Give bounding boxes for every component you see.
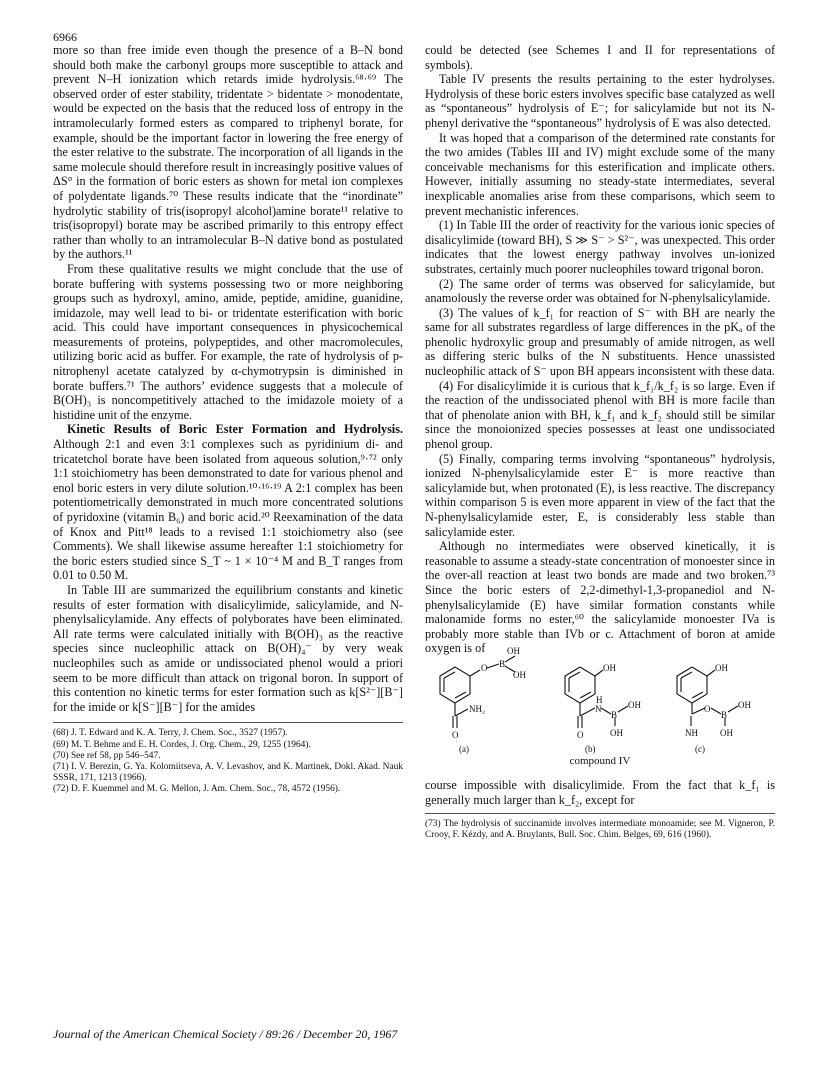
fig-label-c-nh: NH (685, 727, 698, 738)
fig-label-b-h: H (596, 694, 603, 705)
fig-label-b-b: B (611, 709, 618, 720)
section-heading: Kinetic Results of Boric Ester Formation and Hydrolysis. (67, 422, 403, 437)
fig-label-a-o2: O (452, 729, 459, 740)
paragraph: course impossible with disalicylimide. From the fact that k_f₁ is generally much larger than k_f₂, except for (425, 777, 775, 807)
fig-label-a-oh1: OH (507, 645, 520, 656)
fig-label-a-o: O (481, 662, 488, 673)
paragraph: (1) In Table III the order of reactivity for the various ionic species of disalicylimide (toward BH), S ≫ S⁻ > S²⁻, was unexpected. This order indicates that the lowest energy pathway involves un-ionized substrates, certainly much poorer nucleophiles toward trigonal boron. (425, 218, 775, 276)
paragraph: From these qualitative results we might conclude that the use of borate buffering with systems possessing two or more neighboring groups such as hydroxyl, amino, amide, peptide, amidine, guanidine, imidazole, may well lead to bi- or tridentate esterification with boric acid. This could have important consequences in physicochemical measurements of proteins, polypeptides, and other macromolecules, utilizing boric acid as buffer. For example, the rate of hydrolysis of p-nitrophenyl acetate catalyzed by α-chymotrypsin is diminished in borate buffers.⁷¹ The authors’ evidence suggests that a molecule of B(OH)₃ is noncompetitively attached to the imidazole moiety of a histidine unit of the enzyme. (53, 261, 403, 422)
fig-label-b-n: N (595, 703, 602, 714)
fig-label-c-o: O (704, 703, 711, 714)
footnote: (71) I. V. Berezin, G. Ya. Kolomiitseva, A. V. Levashov, and K. Martinek, Dokl. Akad. Nauk SSSR, 171, 1213 (1966). (53, 761, 403, 784)
paragraph: In Table III are summarized the equilibrium constants and kinetic results of ester formation with disalicylimide, salicylamide, and N-phenylsalicylamide. Any effects of polyborates have been eliminated. All rate terms were calculated initially with B(OH)₃ as the reactive species since nucleophilic attack on B(OH)₄⁻ by very weak nucleophiles such as amide or undissociated phenol would a priori seem to be more difficult than attack on trigonal boron. In support of this contention no kinetic terms for ester formation such as k[S²⁻][B⁻] for the imide or k[S⁻][B⁻] for the amides (53, 582, 403, 714)
paragraph: (5) Finally, comparing terms involving “spontaneous” hydrolysis, ionized N-phenylsalicylamide ester E⁻ is more reactive than salicylamide but, when protonated (E), is less reactive. The discrepancy within comparison 5 is even more apparent in view of the fact that the N-phenylsalicylamide ester, E, is considerably less stable than salicylamide ester. (425, 451, 775, 539)
fig-label-b-oh: OH (603, 662, 616, 673)
paragraph: Table IV presents the results pertaining to the ester hydrolyses. Hydrolysis of these boric esters involves specific base catalyzed as well as “spontaneous” hydrolysis of E⁻; for salicylamide but not its N-phenyl derivative the “spontaneous” hydrolysis of E was also detected. (425, 72, 775, 130)
fig-label-c-oh2: OH (738, 699, 751, 710)
fig-label-a-oh2: OH (513, 669, 526, 680)
paragraph: more so than free imide even though the presence of a B–N bond should both make the carbonyl groups more susceptible to attack and prevent N–H ionization which retards imide hydrolysis.⁶⁸·⁶⁹ The observed order of ester stability, tridentate > bidentate > monodentate, would be expected on the basis that the reduced loss of entropy in the intramolecularly formed esters as compared to triphenyl borate, for example, should be the important factor in lowering the free energy of the ester relative to the substrate. The incorporation of all ligands in the same molecule should therefore result in increasingly positive values of ΔS° in the formation of boric esters as shown for metal ion complexes of polydentate ligands.⁷⁰ These results indicate that the “inordinate” hydrolytic stability of tris(isopropyl alcohol)amine borate¹¹ relative to tris(isopropyl) borate may be ascribed primarily to this entropy effect rather than wholly to an intramolecular B–N dative bond as postulated by the authors.¹¹ (53, 43, 403, 262)
paragraph: (2) The same order of terms was observed for salicylamide, but anamolously the reverse order was obtained for N-phenylsalicylamide. (425, 276, 775, 306)
fig-label-b-oh3: OH (610, 727, 623, 738)
left-column (53, 43, 403, 796)
paragraph: Although no intermediates were observed kinetically, it is reasonable to assume a steady-state concentration of monoester since in the over-all reaction at least two bonds are made and two broken.⁷³ Since the boric esters of 2,2-dimethyl-1,3-propanediol and N-phenylsalicylamide (E) have similar formation constants while malonamide forms no ester,⁶⁰ the salicylamide monoester IVa is probably more stable than IVb or c. Attachment of boron at amide oxygen is of (425, 539, 775, 656)
fig-label-b: (b) (585, 743, 596, 754)
footnote: (73) The hydrolysis of succinamide involves intermediate monoamide; see M. Vigneron, P. Crooy, F. Kézdy, and A. Bruylants, Bull. Soc. Chim. Belges, 69, 616 (1960). (425, 813, 775, 841)
fig-label-c: (c) (695, 743, 705, 754)
page-number: 6966 (53, 30, 77, 44)
paragraph: could be detected (see Schemes I and II for representations of symbols). (425, 43, 775, 72)
fig-label-b-o: O (577, 729, 584, 740)
right-column (425, 43, 775, 842)
paragraph: (4) For disalicylimide it is curious that k_f₁/k_f₂ is so large. Even if the reaction of the undissociated phenol with BH is more facile than that of phenolate anion with BH, k_f₁ and k_f₂ should still be similar since the monoionized species possesses at least one undissociated phenol group. (425, 378, 775, 452)
figure-caption: compound IV (569, 754, 631, 767)
paragraph: It was hoped that a comparison of the determined rate constants for the two amides (Tables III and IV) might exclude some of the many conceivable mechanisms for this esterification and implicate others. However, initially assuming no steady-state intermediates, several inexplicable anomalies arise from these comparisons, which seem to prevent mechanistic inferences. (425, 130, 775, 218)
section-paragraph (53, 422, 403, 583)
fig-label-c-oh: OH (715, 662, 728, 673)
fig-label-a-b: B (499, 658, 506, 669)
chemical-structure-figure (425, 645, 775, 826)
paragraph-text: Although 2:1 and even 3:1 complexes such as pyridinium di- and tricatetchol borate have been isolated from aqueous solution,⁹·⁷² only 1:1 stoichiometry has been demonstrated to date for various phenol and enol boric esters in very dilute solution.¹⁰·¹⁶·¹⁹ A 2:1 complex has been potentiometrically demonstrated in much more concentrated solutions of pyridoxine (vitamin B₆) and boric acid.²⁰ Reexamination of the data of Knox and Pitt¹⁸ leads to a revised 1:1 stoichiometry also (see Comments). We shall likewise assume hereafter 1:1 stoichiometry for the boric esters studied since S_T ~ 1 × 10⁻⁴ M and B_T ranges from 0.01 to 0.50 M. (53, 437, 403, 583)
footnote: (68) J. T. Edward and K. A. Terry, J. Chem. Soc., 3527 (1957). (53, 728, 288, 739)
fig-label-c-b: B (721, 709, 728, 720)
paragraph: (3) The values of k_f₁ for reaction of S⁻ with BH are nearly the same for all substrates regardless of large differences in the pKₐ of the phenolic hydroxylic group and presumably of amide nitrogen, as well as differing steric bulks of the N substituents. Hence unassisted nucleophilic attack of S⁻ upon BH appears inconsistent with these data. (425, 305, 775, 379)
footnote: (72) D. F. Kuemmel and M. G. Mellon, J. Am. Chem. Soc., 78, 4572 (1956). (53, 784, 341, 795)
fig-label-a-nh2: NH₂ (469, 703, 486, 714)
fig-label-c-oh3: OH (720, 727, 733, 738)
fig-label-a: (a) (459, 743, 469, 754)
structure-drawing (425, 645, 775, 806)
footnote: (69) M. T. Behme and E. H. Cordes, J. Org. Chem., 29, 1255 (1964). (53, 739, 311, 750)
journal-footer: Journal of the American Chemical Society / 89:26 / December 20, 1967 (53, 1027, 398, 1041)
footnotes (53, 722, 403, 795)
fig-label-b-oh2: OH (628, 699, 641, 710)
footnote: (70) See ref 58, pp 546–547. (53, 750, 161, 761)
